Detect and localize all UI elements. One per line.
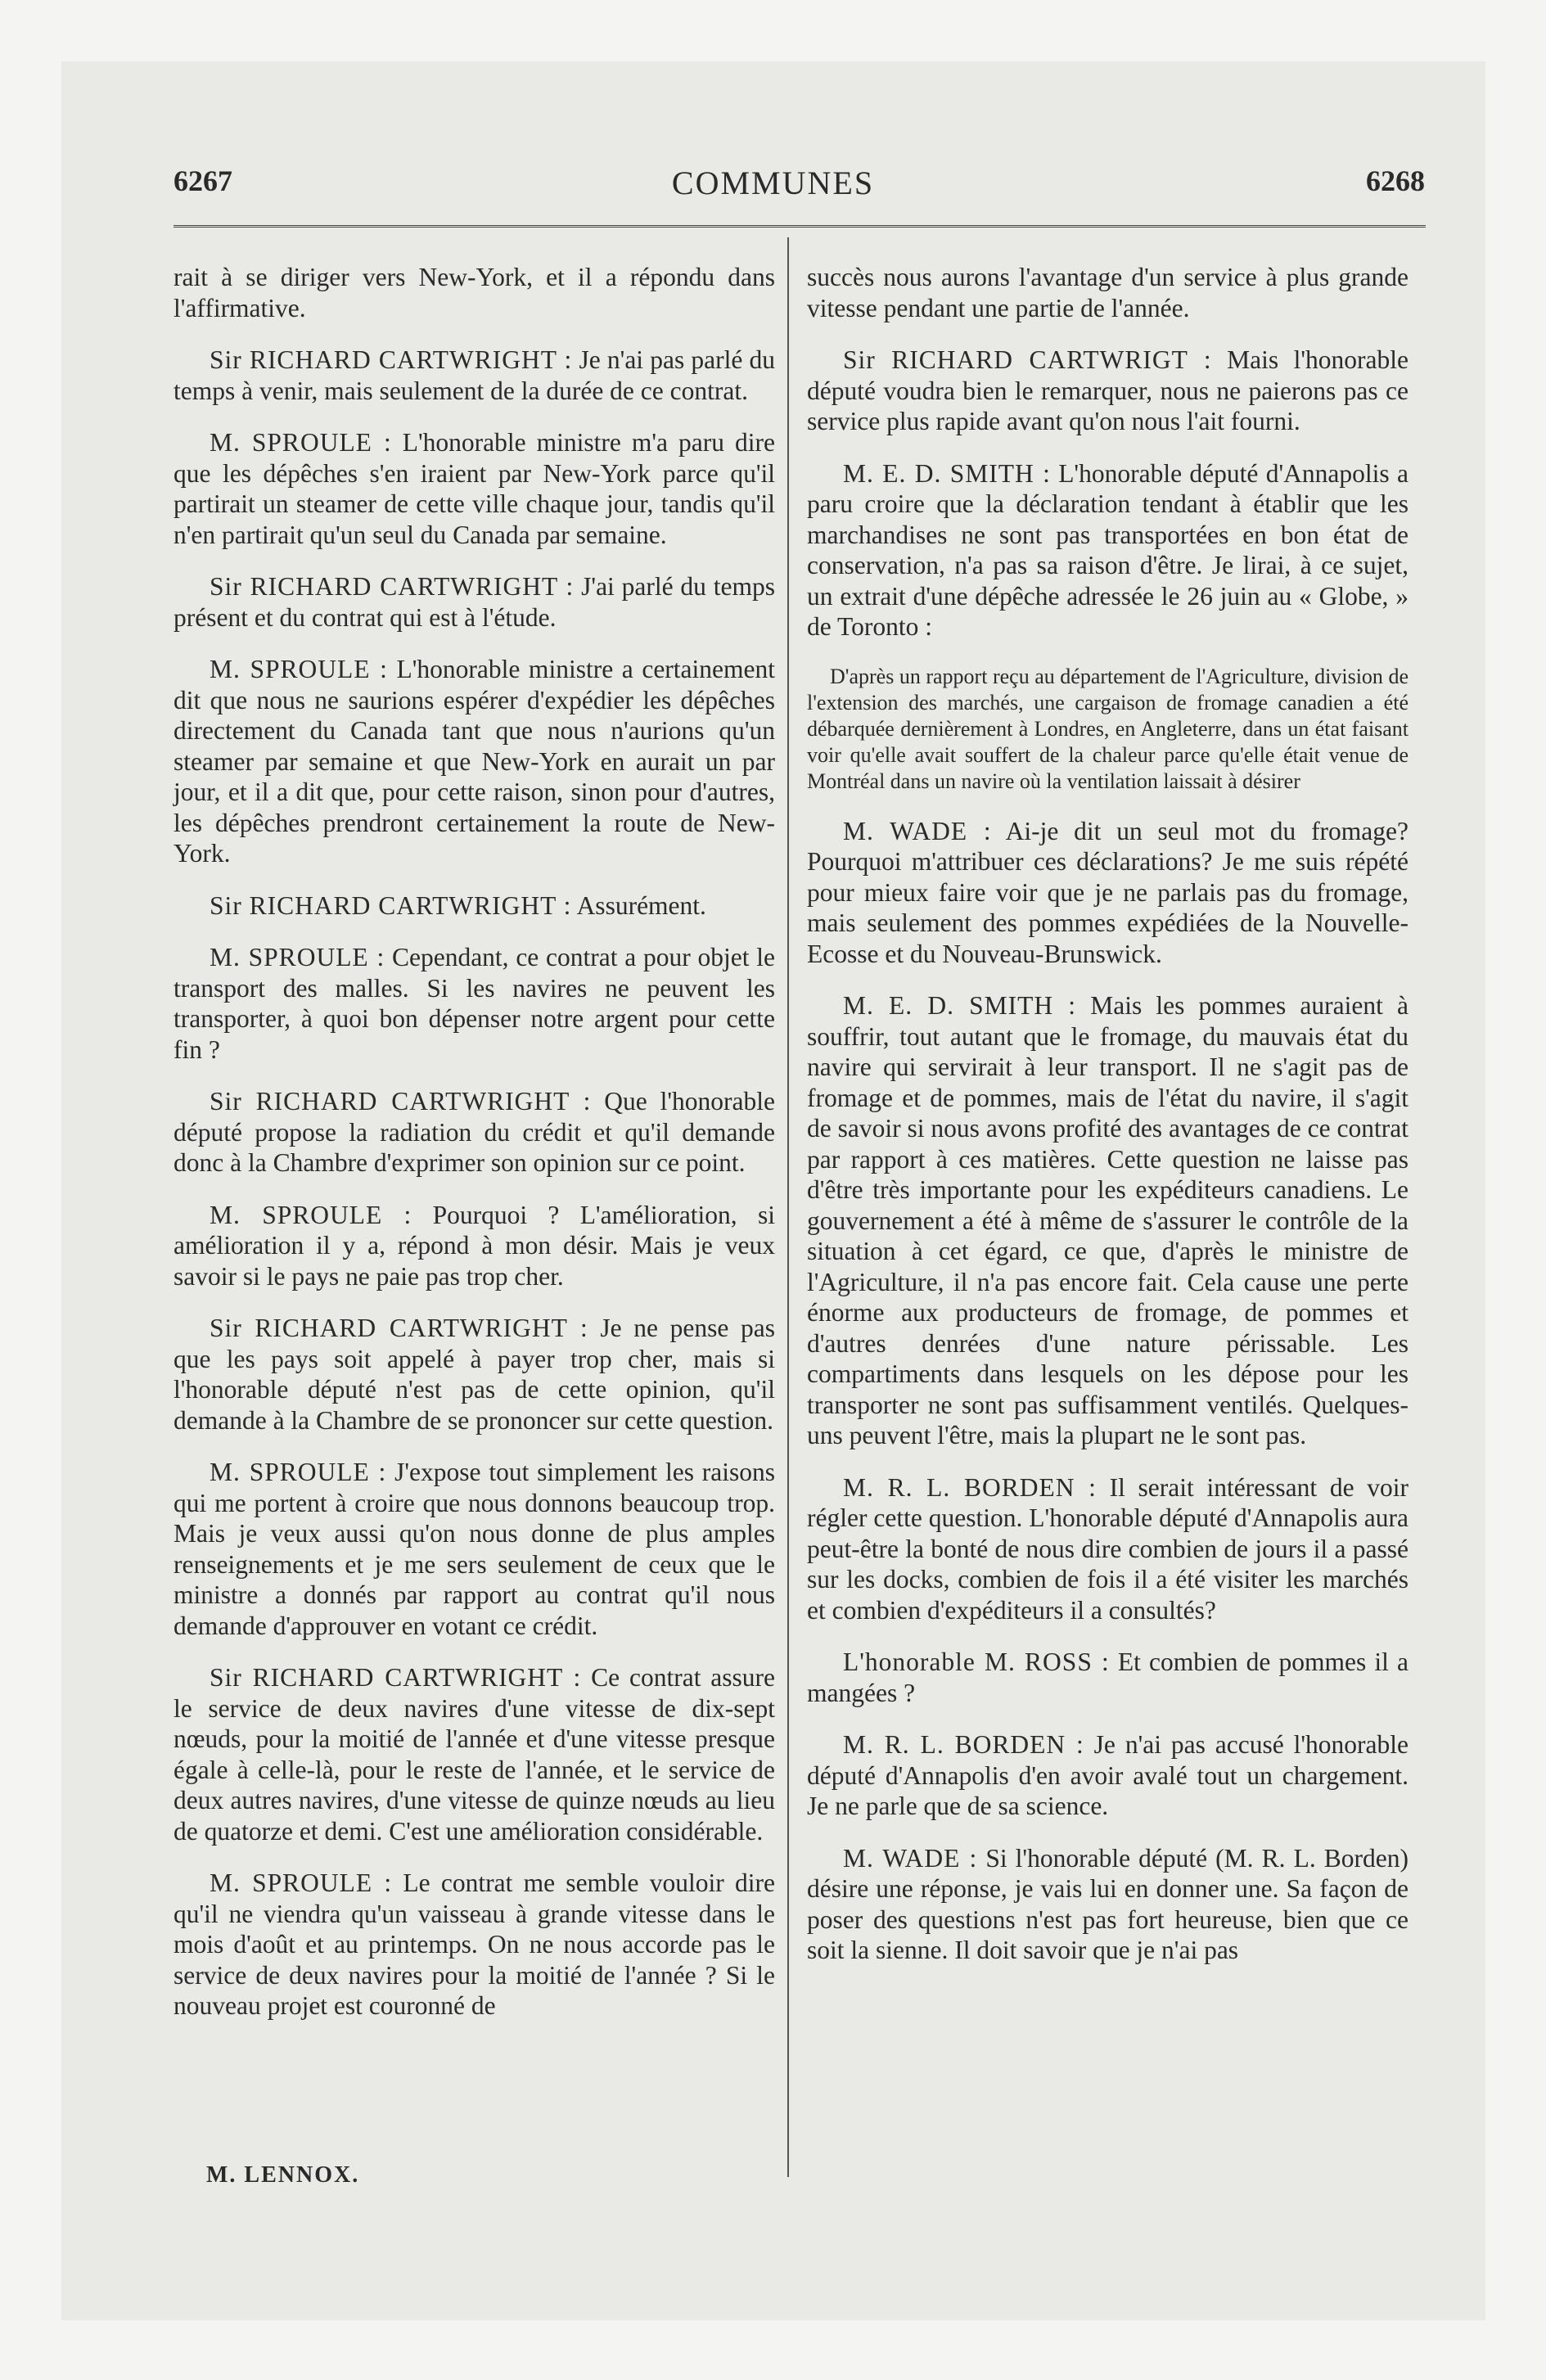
paragraph-text: Il serait intéressant de voir régler cette question. L'honorable député d'Annapolis aura peut-être la bonté de nous dire combien de jours il a passé sur les docks, combien de fois il a été visiter les marchés et combien d'expéditeurs il a consultés? — [807, 1472, 1409, 1625]
speaker-name: Sir RICHARD CARTWRIGHT : — [210, 1087, 592, 1116]
speaker-name: Sir RICHARD CARTWRIGHT : — [210, 1314, 588, 1342]
paragraph — [174, 942, 775, 1065]
paragraph — [807, 1843, 1409, 1966]
paragraph-text: Et combien de pommes il a mangées ? — [807, 1648, 1409, 1707]
paragraph-text: Le contrat me semble vouloir dire qu'il ne viendra qu'un vaisseau à grande vitesse dans le mois d'août et au printemps. On ne nous accorde pas le service de deux navires pour la moitié de l'année ? Si le nouveau projet est couronné de — [174, 1868, 775, 2020]
speaker-name: M. SPROULE : — [210, 428, 392, 457]
paragraph — [807, 1729, 1409, 1822]
paragraph-text: J'ai parlé du temps présent et du contrat qui est à l'étude. — [174, 572, 776, 632]
speaker-name: L'honorable M. ROSS : — [843, 1648, 1110, 1676]
paragraph — [174, 1457, 775, 1641]
paragraph — [807, 816, 1409, 970]
paragraph-text: Assurément. — [576, 890, 706, 920]
speaker-name: M. E. D. SMITH : — [843, 991, 1077, 1020]
paragraph — [807, 345, 1409, 437]
speaker-name: M. WADE : — [843, 1843, 978, 1873]
paragraph — [174, 1313, 775, 1436]
paragraph — [807, 262, 1409, 323]
paragraph-text: Mais l'honorable député voudra bien le remarquer, nous ne paierons pas ce service plus rapide avant qu'on nous l'ait fourni. — [807, 345, 1409, 435]
paragraph-text: Cependant, ce contrat a pour objet le transport des malles. Si les navires ne peuvent les transporter, à quoi bon dépenser notre argent pour cette fin ? — [174, 943, 775, 1064]
speaker-name: M. R. L. BORDEN : — [843, 1730, 1084, 1759]
paragraph — [174, 654, 775, 869]
paragraph — [174, 1086, 775, 1179]
paragraph-text: Si l'honorable député (M. R. L. Borden) désire une réponse, je vais lui en donner une. Sa façon de poser des questions n'est pas fort heureuse, bien que ce soit la sienne. Il doit savoir que je n'ai pas — [807, 1843, 1409, 1964]
speaker-name: Sir RICHARD CARTWRIGT : — [843, 345, 1212, 374]
paragraph — [174, 890, 775, 922]
paragraph-text: D'après un rapport reçu au département de l'Agriculture, division de l'extension des marchés, une cargaison de fromage canadien a été débarquée dernièrement à Londres, en Angleterre, dans un état faisant voir qu'elle avait souffert de la chaleur parce qu'elle était venue de Montréal dans un navire où la ventilation laissait à désirer — [807, 664, 1409, 793]
page-number-left: 6267 — [174, 165, 232, 197]
page-number-right: 6268 — [1366, 165, 1425, 197]
paragraph — [174, 345, 775, 406]
footer-signature: M. LENNOX. — [206, 2162, 360, 2188]
paragraph — [174, 262, 775, 323]
paragraph-text: L'honorable député d'Annapolis a paru croire que la déclaration tendant à établir que les marchandises ne sont pas transportées en bon état de conservation, n'a pas sa raison d'être. Je lirai, à ce sujet, un extrait d'une dépêche adressée le 26 juin au « Globe, » de Toronto : — [807, 458, 1409, 641]
paragraph-text: succès nous aurons l'avantage d'un service à plus grande vitesse pendant une partie de l'année. — [807, 263, 1409, 322]
speaker-name: M. R. L. BORDEN : — [843, 1472, 1097, 1502]
speaker-name: M. SPROULE : — [210, 1458, 387, 1486]
paragraph-text: Ce contrat assure le service de deux navires d'une vitesse de dix-sept nœuds, pour la moitié de l'année et d'une vitesse presque égale à celle-là, pour le reste de l'année, et le service de deux autres navires, d'une vitesse de quinze nœuds au lieu de quatorze et demi. C'est une amélioration considérable. — [174, 1663, 775, 1846]
speaker-name: Sir RICHARD CARTWRIGHT : — [210, 572, 575, 601]
paragraph — [174, 1868, 775, 2022]
page-title: COMMUNES — [671, 165, 875, 201]
paragraph — [174, 571, 775, 633]
paragraph-text: Je n'ai pas parlé du temps à venir, mais seulement de la durée de ce contrat. — [174, 345, 776, 405]
right-column — [807, 262, 1409, 1987]
speaker-name: Sir RICHARD CARTWRIGHT : — [210, 1663, 582, 1692]
paragraph-text: J'expose tout simplement les raisons qui me portent à croire que nous donnons beaucoup trop. Mais je veux aussi qu'on nous donne de plus amples renseignements et je me sers seulement de ceux que le ministre a donnés par rapport au contrat qu'il nous demande d'approuver en votant ce crédit. — [174, 1458, 776, 1640]
paragraph-text: Je n'ai pas accusé l'honorable député d'Annapolis d'en avoir avalé tout un chargement. Je ne parle que de sa science. — [807, 1730, 1409, 1820]
paragraph — [174, 1662, 775, 1846]
paragraph-text: Je ne pense pas que les pays soit appelé à payer trop cher, mais si l'honorable député n'est pas de cette opinion, qu'il demande à la Chambre de se prononcer sur cette question. — [174, 1314, 776, 1435]
paragraph-text: Ai-je dit un seul mot du fromage? Pourquoi m'attribuer ces déclarations? Je me suis répété pour mieux faire voir que je ne parlais pas du fromage, mais seulement des pommes expédiées de la Nouvelle-Ecosse et du Nouveau-Brunswick. — [807, 816, 1409, 968]
paragraph — [807, 1647, 1409, 1708]
speaker-name: M. E. D. SMITH : — [843, 458, 1051, 488]
paragraph-text: Pourquoi ? L'amélioration, si amélioration il y a, répond à mon désir. Mais je veux savoir si le pays ne paie pas trop cher. — [174, 1200, 775, 1291]
paragraph-text: rait à se diriger vers New-York, et il a répondu dans l'affirmative. — [174, 263, 775, 322]
paragraph — [174, 1200, 775, 1292]
paragraph-text: L'honorable ministre m'a paru dire que les dépêches s'en iraient par New-York parce qu'il partirait un steamer de cette ville chaque jour, tandis qu'il n'en partirait qu'un seul du Canada par semaine. — [174, 428, 775, 549]
quoted-excerpt — [807, 664, 1409, 795]
paragraph-text: Que l'honorable député propose la radiation du crédit et qu'il demande donc à la Chambre d'exprimer son opinion sur ce point. — [174, 1087, 776, 1177]
page-header — [0, 164, 1546, 213]
column-divider — [787, 237, 789, 2177]
speaker-name: M. SPROULE : — [210, 655, 388, 683]
left-column — [174, 262, 775, 2043]
paragraph — [807, 1472, 1409, 1626]
paragraph-text: Mais les pommes auraient à souffrir, tout autant que le fromage, du mauvais état du navire qui servirait à leur transport. Il ne s'agit pas de fromage et de pommes, mais de l'état du navire, il s'agit de savoir si nous avons profité des avantages de ce contrat par rapport à ces matières. Cette question ne laisse pas d'être très importante pour les expéditeurs canadiens. Le gouvernement a été à même de s'assurer le contrôle de la situation à cet égard, ce que, d'après le ministre de l'Agriculture, il n'a pas encore fait. Cela cause une perte énorme aux producteurs de fromage, de pommes et d'autres denrées d'une nature périssable. Les compartiments dans lesquels on les dépose pour les transporter ne sont pas suffisamment ventilés. Quelques-uns peuvent l'être, mais la plupart ne le sont pas. — [807, 991, 1409, 1449]
speaker-name: Sir RICHARD CARTWRIGHT : — [210, 345, 573, 374]
paragraph-text: L'honorable ministre a certainement dit que nous ne saurions espérer d'expédier les dépêches directement du Canada tant que nous n'aurions qu'un steamer par semaine et que New-York en aurait un par jour, et il a dit que, pour cette raison, sinon pour d'autres, les dépêches prendront certainement la route de New-York. — [174, 655, 775, 868]
speaker-name: M. SPROULE : — [210, 1200, 412, 1229]
speaker-name: M. SPROULE : — [210, 1868, 393, 1897]
paragraph — [807, 990, 1409, 1451]
speaker-name: M. WADE : — [843, 816, 992, 845]
header-rule — [174, 225, 1426, 228]
paragraph — [807, 458, 1409, 642]
speaker-name: Sir RICHARD CARTWRIGHT : — [210, 890, 572, 920]
paragraph — [174, 427, 775, 550]
speaker-name: M. SPROULE : — [210, 943, 385, 971]
